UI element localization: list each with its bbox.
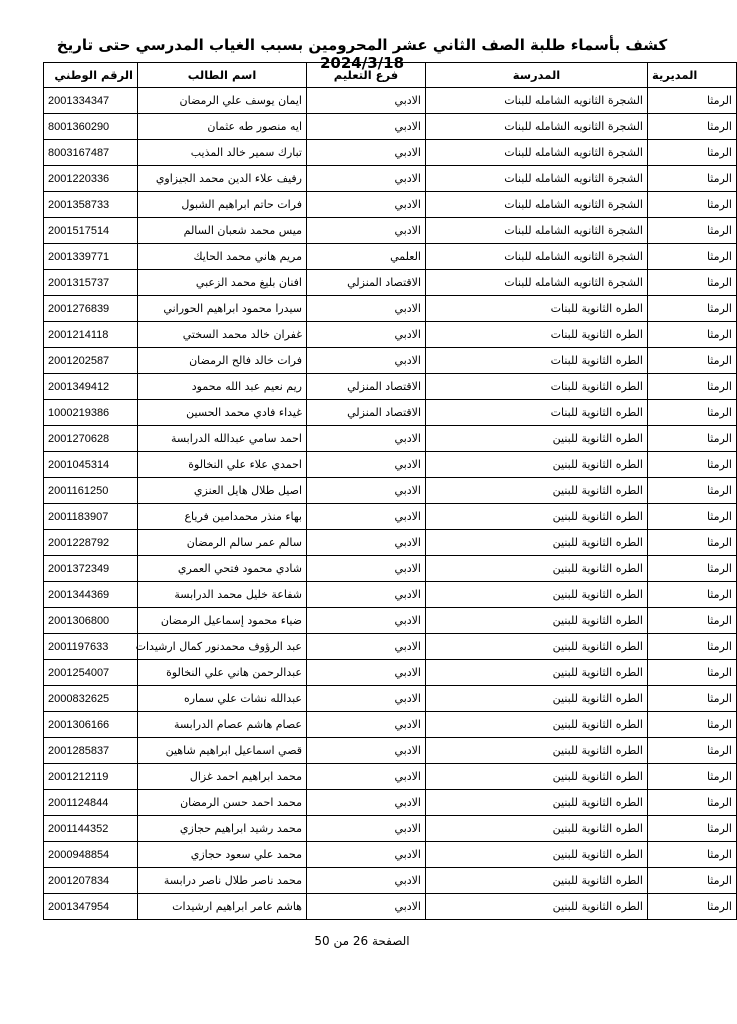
cell-student-name: غفران خالد محمد السختي xyxy=(138,322,307,348)
cell-directorate: الرمثا xyxy=(648,218,737,244)
cell-branch: الادبي xyxy=(307,686,426,712)
cell-national-id: 2001254007 xyxy=(44,660,138,686)
table-row xyxy=(44,426,737,452)
cell-directorate: الرمثا xyxy=(648,426,737,452)
cell-student-name: شفاعة خليل محمد الدرابسة xyxy=(138,582,307,608)
cell-branch: الادبي xyxy=(307,894,426,920)
table-row xyxy=(44,712,737,738)
header-national-id: الرقم الوطني xyxy=(44,63,138,88)
cell-national-id: 2000832625 xyxy=(44,686,138,712)
cell-branch: الادبي xyxy=(307,790,426,816)
cell-student-name: غيداء فادي محمد الحسين xyxy=(138,400,307,426)
cell-school: الطره الثانوية للبنين xyxy=(426,790,648,816)
cell-school: الطره الثانوية للبنات xyxy=(426,400,648,426)
cell-national-id: 2001334347 xyxy=(44,88,138,114)
cell-branch: الادبي xyxy=(307,556,426,582)
cell-national-id: 2001214118 xyxy=(44,322,138,348)
cell-directorate: الرمثا xyxy=(648,712,737,738)
table-row xyxy=(44,244,737,270)
cell-branch: الادبي xyxy=(307,218,426,244)
cell-student-name: اصيل طلال هايل العنزي xyxy=(138,478,307,504)
table-row xyxy=(44,270,737,296)
cell-directorate: الرمثا xyxy=(648,166,737,192)
table-row xyxy=(44,166,737,192)
cell-national-id: 2001228792 xyxy=(44,530,138,556)
cell-school: الطره الثانوية للبنات xyxy=(426,374,648,400)
cell-national-id: 2001045314 xyxy=(44,452,138,478)
cell-directorate: الرمثا xyxy=(648,270,737,296)
cell-school: الشجرة الثانويه الشامله للبنات xyxy=(426,192,648,218)
cell-school: الطره الثانوية للبنات xyxy=(426,296,648,322)
cell-school: الطره الثانوية للبنين xyxy=(426,556,648,582)
cell-student-name: محمد ابراهيم احمد غزال xyxy=(138,764,307,790)
cell-school: الطره الثانوية للبنين xyxy=(426,816,648,842)
cell-national-id: 2001276839 xyxy=(44,296,138,322)
cell-branch: الاقتصاد المنزلي xyxy=(307,270,426,296)
cell-school: الشجرة الثانويه الشامله للبنات xyxy=(426,140,648,166)
header-school: المدرسة xyxy=(426,63,648,88)
cell-directorate: الرمثا xyxy=(648,244,737,270)
cell-school: الطره الثانوية للبنين xyxy=(426,426,648,452)
cell-branch: الادبي xyxy=(307,582,426,608)
table-row xyxy=(44,660,737,686)
cell-branch: الادبي xyxy=(307,816,426,842)
table-row xyxy=(44,374,737,400)
cell-student-name: عبد الرؤوف محمدنور كمال ارشيدات xyxy=(138,634,307,660)
cell-national-id: 2001202587 xyxy=(44,348,138,374)
cell-directorate: الرمثا xyxy=(648,556,737,582)
cell-school: الشجرة الثانويه الشامله للبنات xyxy=(426,166,648,192)
cell-directorate: الرمثا xyxy=(648,894,737,920)
cell-school: الطره الثانوية للبنات xyxy=(426,322,648,348)
cell-student-name: احمد سامي عبدالله الدرابسة xyxy=(138,426,307,452)
cell-branch: الادبي xyxy=(307,608,426,634)
cell-student-name: شادي محمود فتحي العمري xyxy=(138,556,307,582)
table-row xyxy=(44,504,737,530)
table-row xyxy=(44,140,737,166)
cell-directorate: الرمثا xyxy=(648,530,737,556)
table-row xyxy=(44,400,737,426)
cell-branch: الادبي xyxy=(307,764,426,790)
cell-national-id: 2001306166 xyxy=(44,712,138,738)
cell-student-name: محمد ناصر طلال ناصر درابسة xyxy=(138,868,307,894)
table-row xyxy=(44,582,737,608)
table-row xyxy=(44,608,737,634)
cell-student-name: افنان بليغ محمد الزعبي xyxy=(138,270,307,296)
cell-national-id: 2001197633 xyxy=(44,634,138,660)
cell-student-name: تبارك سمير خالد المذيب xyxy=(138,140,307,166)
cell-school: الطره الثانوية للبنين xyxy=(426,582,648,608)
cell-national-id: 8001360290 xyxy=(44,114,138,140)
cell-school: الطره الثانوية للبنين xyxy=(426,530,648,556)
cell-branch: الادبي xyxy=(307,140,426,166)
cell-national-id: 2001161250 xyxy=(44,478,138,504)
table-row xyxy=(44,556,737,582)
cell-national-id: 2001212119 xyxy=(44,764,138,790)
cell-branch: الادبي xyxy=(307,426,426,452)
cell-directorate: الرمثا xyxy=(648,400,737,426)
cell-directorate: الرمثا xyxy=(648,868,737,894)
cell-student-name: محمد علي سعود حجازي xyxy=(138,842,307,868)
cell-directorate: الرمثا xyxy=(648,842,737,868)
cell-directorate: الرمثا xyxy=(648,660,737,686)
cell-student-name: ضياء محمود إسماعيل الرمضان xyxy=(138,608,307,634)
cell-school: الطره الثانوية للبنين xyxy=(426,452,648,478)
cell-directorate: الرمثا xyxy=(648,608,737,634)
cell-directorate: الرمثا xyxy=(648,348,737,374)
cell-national-id: 2001124844 xyxy=(44,790,138,816)
cell-student-name: رفيف علاء الدين محمد الجيزاوي xyxy=(138,166,307,192)
cell-directorate: الرمثا xyxy=(648,192,737,218)
cell-national-id: 2001517514 xyxy=(44,218,138,244)
table-row xyxy=(44,192,737,218)
cell-student-name: عصام هاشم عصام الدرابسة xyxy=(138,712,307,738)
cell-student-name: محمد احمد حسن الرمضان xyxy=(138,790,307,816)
header-student-name: اسم الطالب xyxy=(138,63,307,88)
table-row xyxy=(44,686,737,712)
cell-branch: الادبي xyxy=(307,322,426,348)
cell-national-id: 2001207834 xyxy=(44,868,138,894)
cell-branch: الادبي xyxy=(307,530,426,556)
cell-national-id: 2001358733 xyxy=(44,192,138,218)
cell-school: الشجرة الثانويه الشامله للبنات xyxy=(426,270,648,296)
cell-directorate: الرمثا xyxy=(648,114,737,140)
cell-national-id: 2001344369 xyxy=(44,582,138,608)
cell-directorate: الرمثا xyxy=(648,88,737,114)
cell-national-id: 2001270628 xyxy=(44,426,138,452)
cell-student-name: ايمان يوسف علي الرمضان xyxy=(138,88,307,114)
cell-student-name: عبدالله نشات علي سماره xyxy=(138,686,307,712)
cell-national-id: 2001285837 xyxy=(44,738,138,764)
header-branch: فرع التعليم xyxy=(307,63,426,88)
cell-branch: الادبي xyxy=(307,478,426,504)
cell-branch: الاقتصاد المنزلي xyxy=(307,400,426,426)
cell-school: الشجرة الثانويه الشامله للبنات xyxy=(426,244,648,270)
students-table xyxy=(43,62,737,920)
cell-directorate: الرمثا xyxy=(648,816,737,842)
cell-student-name: قصي اسماعيل ابراهيم شاهين xyxy=(138,738,307,764)
cell-directorate: الرمثا xyxy=(648,582,737,608)
cell-branch: العلمي xyxy=(307,244,426,270)
cell-branch: الاقتصاد المنزلي xyxy=(307,374,426,400)
table-row xyxy=(44,452,737,478)
cell-branch: الادبي xyxy=(307,504,426,530)
cell-national-id: 2001339771 xyxy=(44,244,138,270)
cell-school: الطره الثانوية للبنين xyxy=(426,894,648,920)
cell-directorate: الرمثا xyxy=(648,738,737,764)
cell-school: الطره الثانوية للبنين xyxy=(426,712,648,738)
cell-branch: الادبي xyxy=(307,738,426,764)
cell-directorate: الرمثا xyxy=(648,452,737,478)
cell-national-id: 2001347954 xyxy=(44,894,138,920)
cell-national-id: 2001372349 xyxy=(44,556,138,582)
page-number: الصفحة 26 من 50 xyxy=(314,934,410,948)
cell-national-id: 2001306800 xyxy=(44,608,138,634)
table-row xyxy=(44,296,737,322)
table-row xyxy=(44,478,737,504)
page-title: كشف بأسماء طلبة الصف الثاني عشر المحرومين بسبب الغياب المدرسي حتى تاريخ 2024/3/18 xyxy=(56,36,668,72)
cell-branch: الادبي xyxy=(307,868,426,894)
cell-branch: الادبي xyxy=(307,634,426,660)
table-row xyxy=(44,348,737,374)
cell-branch: الادبي xyxy=(307,296,426,322)
cell-school: الطره الثانوية للبنين xyxy=(426,660,648,686)
cell-branch: الادبي xyxy=(307,712,426,738)
table-row xyxy=(44,530,737,556)
cell-branch: الادبي xyxy=(307,88,426,114)
cell-national-id: 2001349412 xyxy=(44,374,138,400)
table-row xyxy=(44,842,737,868)
cell-school: الطره الثانوية للبنين xyxy=(426,634,648,660)
cell-student-name: مريم هاني محمد الحايك xyxy=(138,244,307,270)
cell-school: الطره الثانوية للبنين xyxy=(426,738,648,764)
cell-branch: الادبي xyxy=(307,348,426,374)
cell-directorate: الرمثا xyxy=(648,504,737,530)
cell-national-id: 8003167487 xyxy=(44,140,138,166)
cell-school: الشجرة الثانويه الشامله للبنات xyxy=(426,218,648,244)
cell-school: الطره الثانوية للبنين xyxy=(426,842,648,868)
cell-school: الطره الثانوية للبنين xyxy=(426,478,648,504)
table-header-row xyxy=(44,63,737,88)
cell-student-name: فرات خالد فالح الرمضان xyxy=(138,348,307,374)
cell-directorate: الرمثا xyxy=(648,634,737,660)
cell-school: الشجرة الثانويه الشامله للبنات xyxy=(426,88,648,114)
cell-student-name: سيدرا محمود ابراهيم الحوراني xyxy=(138,296,307,322)
cell-directorate: الرمثا xyxy=(648,322,737,348)
cell-school: الطره الثانوية للبنين xyxy=(426,764,648,790)
cell-school: الطره الثانوية للبنين xyxy=(426,608,648,634)
cell-student-name: فرات حاتم ابراهيم الشبول xyxy=(138,192,307,218)
header-directorate: المديرية xyxy=(648,63,737,88)
cell-directorate: الرمثا xyxy=(648,296,737,322)
cell-student-name: احمدي علاء علي النخالوة xyxy=(138,452,307,478)
cell-directorate: الرمثا xyxy=(648,790,737,816)
cell-national-id: 1000219386 xyxy=(44,400,138,426)
table-row xyxy=(44,816,737,842)
cell-directorate: الرمثا xyxy=(648,374,737,400)
cell-school: الطره الثانوية للبنين xyxy=(426,686,648,712)
table-row xyxy=(44,634,737,660)
cell-school: الطره الثانوية للبنات xyxy=(426,348,648,374)
table-row xyxy=(44,868,737,894)
table-row xyxy=(44,764,737,790)
cell-student-name: ميس محمد شعبان السالم xyxy=(138,218,307,244)
cell-national-id: 2001144352 xyxy=(44,816,138,842)
table-row xyxy=(44,88,737,114)
cell-branch: الادبي xyxy=(307,166,426,192)
cell-national-id: 2001315737 xyxy=(44,270,138,296)
cell-student-name: هاشم عامر ابراهيم ارشيدات xyxy=(138,894,307,920)
cell-branch: الادبي xyxy=(307,660,426,686)
table-row xyxy=(44,114,737,140)
table-row xyxy=(44,322,737,348)
cell-directorate: الرمثا xyxy=(648,140,737,166)
cell-national-id: 2001220336 xyxy=(44,166,138,192)
cell-directorate: الرمثا xyxy=(648,686,737,712)
cell-branch: الادبي xyxy=(307,842,426,868)
cell-school: الطره الثانوية للبنين xyxy=(426,868,648,894)
cell-student-name: بهاء منذر محمدامين فرياع xyxy=(138,504,307,530)
table-row xyxy=(44,894,737,920)
cell-branch: الادبي xyxy=(307,192,426,218)
cell-school: الطره الثانوية للبنين xyxy=(426,504,648,530)
cell-school: الشجرة الثانويه الشامله للبنات xyxy=(426,114,648,140)
cell-national-id: 2001183907 xyxy=(44,504,138,530)
cell-branch: الادبي xyxy=(307,114,426,140)
cell-student-name: ايه منصور طه عثمان xyxy=(138,114,307,140)
table-row xyxy=(44,218,737,244)
cell-student-name: عبدالرحمن هاني علي النخالوة xyxy=(138,660,307,686)
cell-national-id: 2000948854 xyxy=(44,842,138,868)
cell-directorate: الرمثا xyxy=(648,478,737,504)
cell-branch: الادبي xyxy=(307,452,426,478)
cell-directorate: الرمثا xyxy=(648,764,737,790)
cell-student-name: محمد رشيد ابراهيم حجازي xyxy=(138,816,307,842)
cell-student-name: ريم نعيم عبد الله محمود xyxy=(138,374,307,400)
table-row xyxy=(44,738,737,764)
table-row xyxy=(44,790,737,816)
cell-student-name: سالم عمر سالم الرمضان xyxy=(138,530,307,556)
